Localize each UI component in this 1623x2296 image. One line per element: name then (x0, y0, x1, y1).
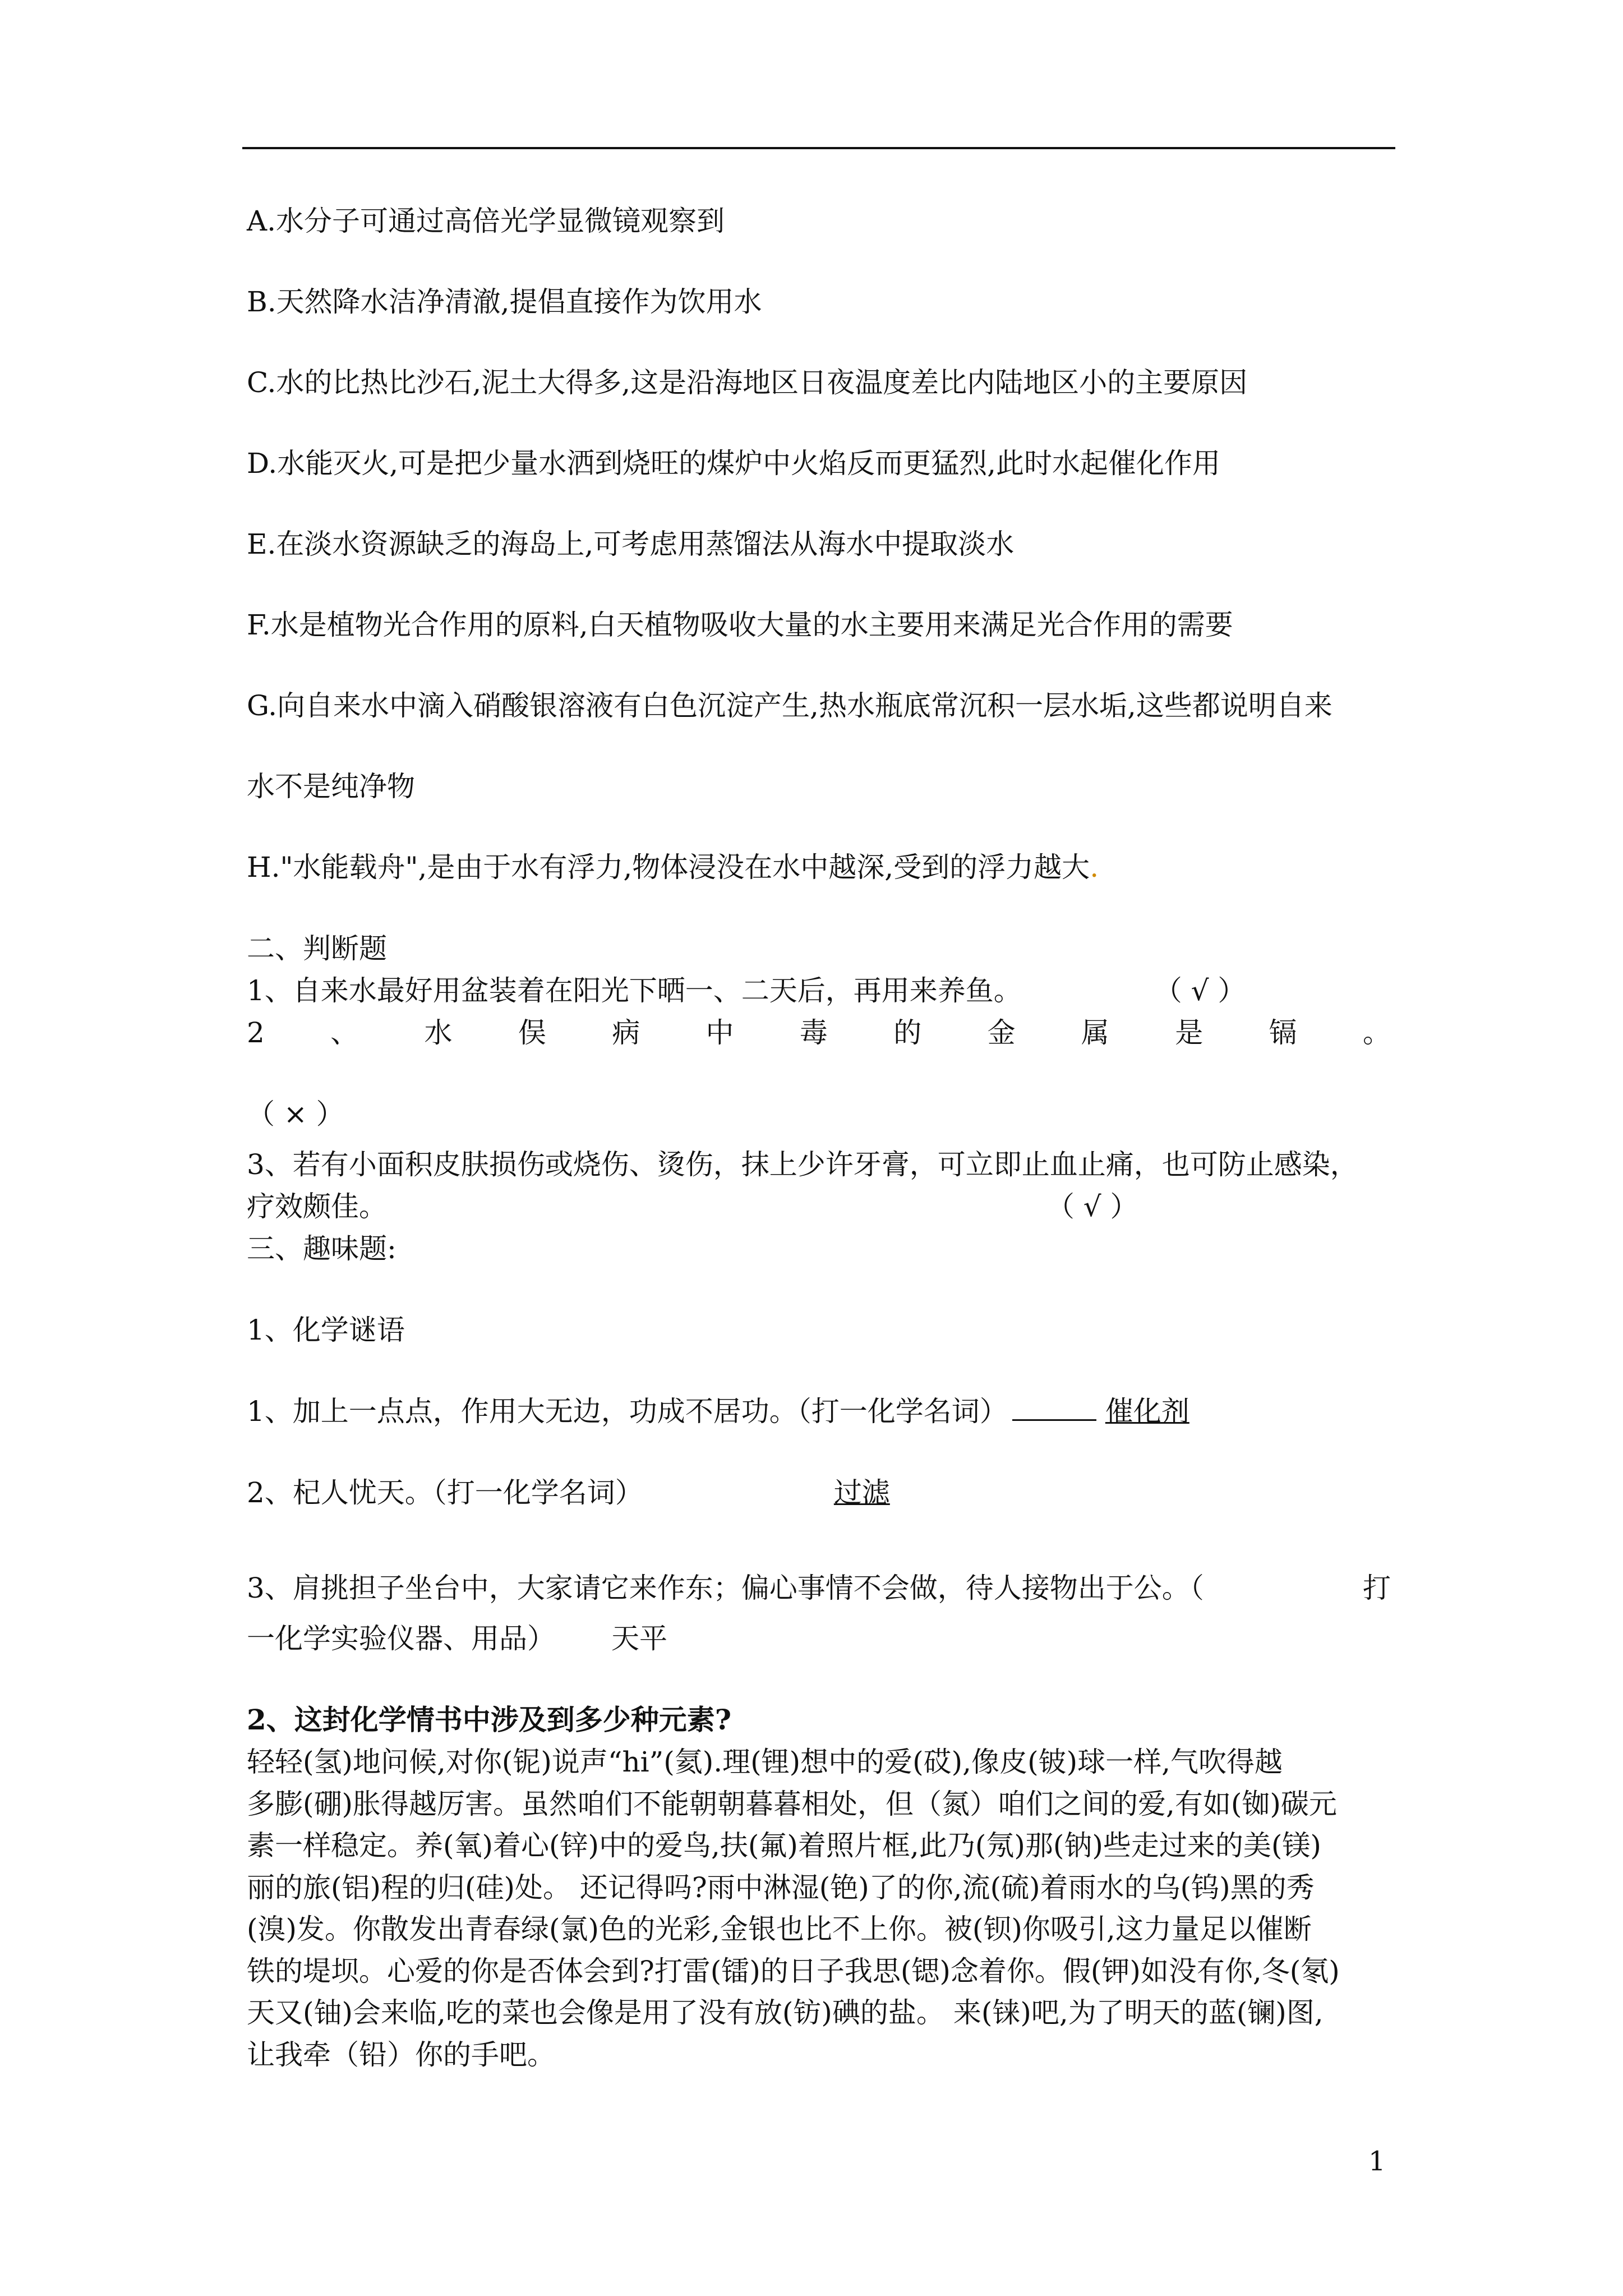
header-rule (242, 147, 1395, 149)
option-h-text: H."水能载舟",是由于水有浮力,物体浸没在水中越深,受到的浮力越大 (247, 851, 1090, 884)
love-letter-line: (溴)发。你散发出青春绿(氯)色的光彩,金银也比不上你。被(钡)你吸引,这力量足以催断 (247, 1913, 1312, 1945)
judgment-q3-answer: （ √ ） (1046, 1190, 1138, 1223)
judgment-q2-char: 的 (893, 1016, 922, 1049)
judgment-q2-char: 镉 (1269, 1016, 1297, 1049)
judgment-q2-char: 2 (247, 1016, 265, 1049)
option-b: B.天然降水洁净清澈,提倡直接作为饮用水 (247, 286, 762, 318)
riddle-subheading: 1、化学谜语 (247, 1314, 405, 1346)
judgment-q2-char: 毒 (799, 1016, 828, 1049)
riddle-3-tail: 打 (1363, 1572, 1391, 1604)
love-letter-line: 丽的旅(铝)程的归(硅)处。 还记得吗?雨中淋湿(铯)了的你,流(硫)着雨水的乌(钨)黑的秀 (247, 1871, 1315, 1904)
riddle-2 (247, 1473, 1402, 1513)
love-letter-heading: 2、这封化学情书中涉及到多少种元素? (247, 1703, 732, 1736)
option-e: E.在淡水资源缺乏的海岛上,可考虑用蒸馏法从海水中提取淡水 (247, 528, 1015, 560)
judgment-q2-char: 。 (1362, 1016, 1391, 1049)
option-g-line2: 水不是纯净物 (247, 770, 415, 803)
riddle-1-answer: 催化剂 (1105, 1395, 1189, 1428)
love-letter-line: 多膨(硼)胀得越厉害。虽然咱们不能朝朝暮暮相处，但（氮）咱们之间的爱,有如(铷)碳元 (247, 1787, 1337, 1820)
section-heading-fun: 三、趣味题: (247, 1232, 396, 1265)
judgment-q1-text: 1、自来水最好用盆装着在阳光下晒一、二天后，再用来养鱼。 (247, 974, 1022, 1007)
riddle-2-answer: 过滤 (833, 1476, 890, 1509)
judgment-q2-char: 俣 (518, 1016, 546, 1049)
judgment-q3-line1: 3、若有小面积皮肤损伤或烧伤、烫伤，抹上少许牙膏，可立即止血止痛，也可防止感染， (247, 1148, 1358, 1181)
option-g-line1: G.向自来水中滴入硝酸银溶液有白色沉淀产生,热水瓶底常沉积一层水垢,这些都说明自来 (247, 689, 1332, 722)
judgment-q2 (247, 1013, 1391, 1053)
option-d: D.水能灭火,可是把少量水洒到烧旺的煤炉中火焰反而更猛烈,此时水起催化作用 (247, 447, 1220, 480)
judgment-q2-char: 水 (424, 1016, 453, 1049)
love-letter-line: 让我牵（铅）你的手吧。 (247, 2038, 555, 2071)
judgment-q2-char: 金 (987, 1016, 1016, 1049)
judgment-q2-char: 是 (1175, 1016, 1204, 1049)
judgment-q1-answer: （ √ ） (1154, 974, 1246, 1007)
judgment-q2-char: 、 (330, 1016, 359, 1049)
option-f: F.水是植物光合作用的原料,白天植物吸收大量的水主要用来满足光合作用的需要 (247, 609, 1233, 641)
riddle-3-line2-text: 一化学实验仪器、用品） (247, 1622, 555, 1655)
love-letter-line: 轻轻(氢)地问候,对你(铌)说声“hi”(氦).理(锂)想中的爱(砹),像皮(铍)球一样,气吹得越 (247, 1746, 1283, 1778)
riddle-2-text: 2、杞人忧天。（打一化学名词） (247, 1476, 643, 1509)
love-letter-line: 天又(铀)会来临,吃的菜也会像是用了没有放(钫)碘的盐。 来(铼)吧,为了明天的蓝(镧)图, (247, 1996, 1324, 2029)
love-letter-line: 铁的堤坝。心爱的你是否体会到?打雷(镭)的日子我思(锶)念着你。假(钾)如没有你,冬(氡) (247, 1954, 1340, 1987)
riddle-3-text: 3、肩挑担子坐台中，大家请它来作东；偏心事情不会做，待人接物出于公。（ (247, 1572, 1204, 1604)
riddle-1 (247, 1391, 1402, 1432)
page-number: 1 (1368, 2146, 1386, 2177)
riddle-3-line2 (247, 1618, 1402, 1659)
judgment-q3-line2-text: 疗效颇佳。 (247, 1190, 387, 1223)
judgment-q2-char: 属 (1081, 1016, 1109, 1049)
judgment-q3-line2 (247, 1186, 1402, 1227)
section-heading-judgment: 二、判断题 (247, 932, 387, 965)
option-a: A.水分子可通过高倍光学显微镜观察到 (247, 205, 725, 237)
judgment-q2-char: 中 (706, 1016, 734, 1049)
riddle-1-blank (1012, 1391, 1096, 1421)
riddle-3-answer: 天平 (611, 1622, 667, 1655)
judgment-q2-char: 病 (612, 1016, 640, 1049)
riddle-1-text: 1、加上一点点，作用大无边，功成不居功。（打一化学名词） (247, 1395, 1008, 1428)
love-letter-line: 素一样稳定。养(氧)着心(锌)中的爱鸟,扶(氟)着照片框,此乃(氖)那(钠)些走过来的美(镁) (247, 1829, 1321, 1862)
riddle-3-line1 (247, 1568, 1402, 1608)
judgment-q2-answer: （ × ） (247, 1098, 344, 1130)
option-c: C.水的比热比沙石,泥土大得多,这是沿海地区日夜温度差比内陆地区小的主要原因 (247, 366, 1248, 399)
option-h (247, 847, 1402, 887)
judgment-q1 (247, 970, 1402, 1011)
decorative-dot: . (1090, 851, 1099, 884)
